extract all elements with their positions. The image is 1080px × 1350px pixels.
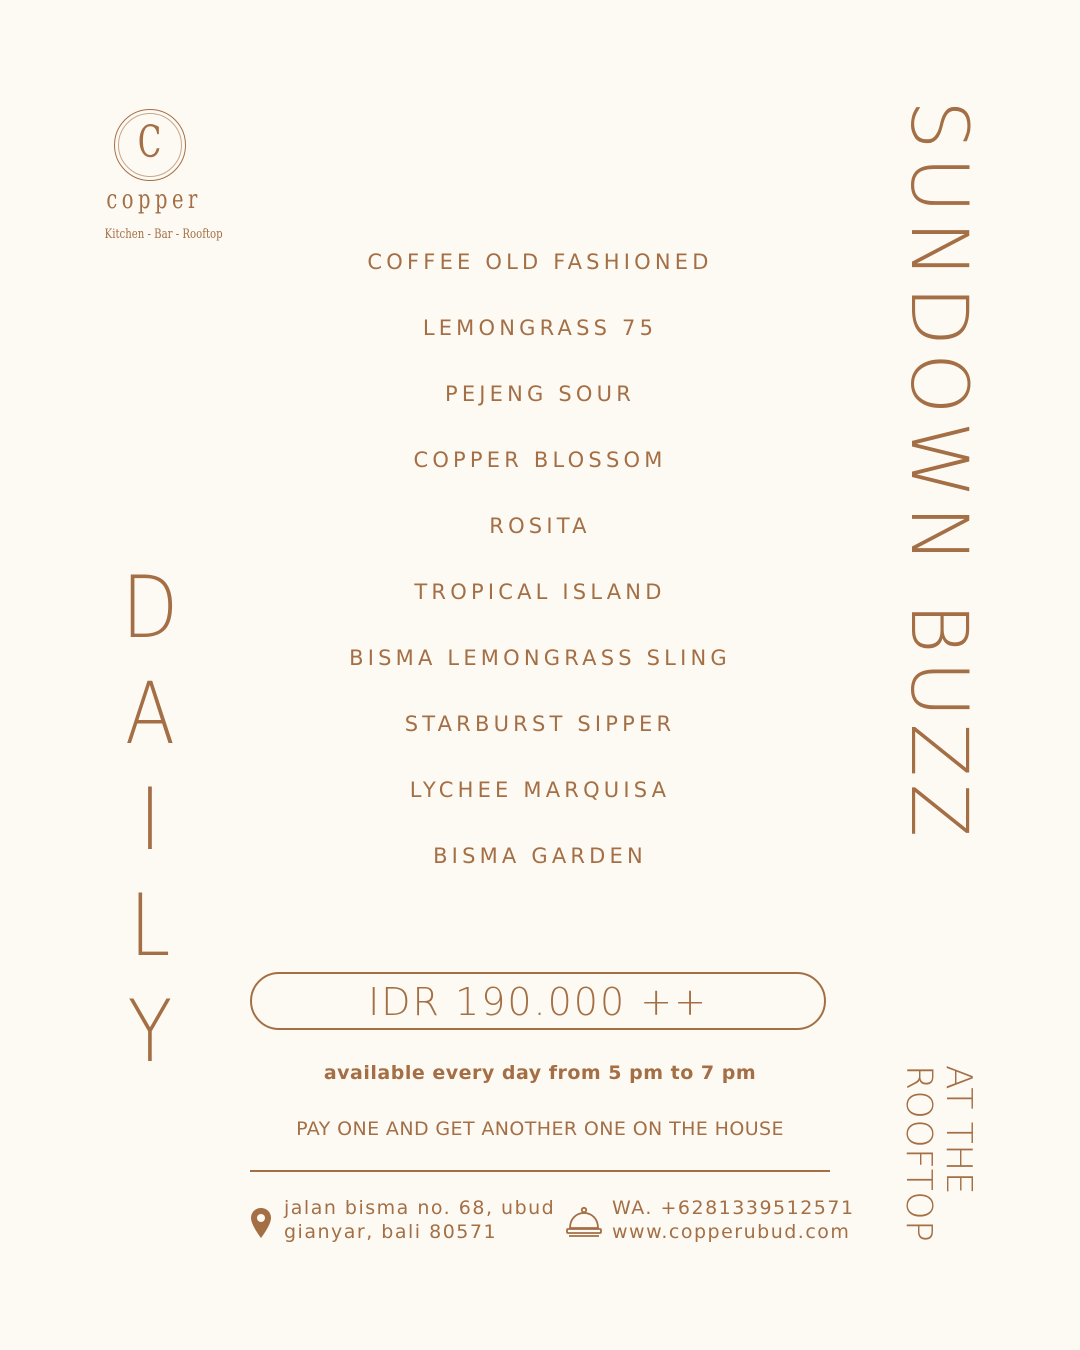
- menu-item: STARBURST SIPPER: [404, 712, 676, 736]
- menu-item: ROSITA: [489, 514, 591, 538]
- price-text: IDR 190.000 ++: [368, 980, 708, 1024]
- menu-item: BISMA LEMONGRASS SLING: [349, 646, 731, 670]
- menu-item: COFFEE OLD FASHIONED: [367, 250, 713, 274]
- menu-item: PEJENG SOUR: [444, 382, 636, 406]
- daily-letter: A: [124, 664, 176, 764]
- availability-text: available every day from 5 pm to 7 pm: [323, 1062, 757, 1084]
- daily-letter: D: [121, 558, 179, 658]
- phone-number[interactable]: WA. +6281339512571: [612, 1197, 855, 1219]
- menu-item: COPPER BLOSSOM: [413, 448, 667, 472]
- website-link[interactable]: www.copperubud.com: [612, 1221, 851, 1243]
- address-line1: jalan bisma no. 68, ubud: [284, 1197, 556, 1219]
- daily-letter: Y: [127, 982, 173, 1082]
- promo-text: PAY ONE AND GET ANOTHER ONE ON THE HOUSE: [296, 1118, 784, 1140]
- menu-item: LEMONGRASS 75: [422, 316, 658, 340]
- daily-letter: I: [139, 770, 161, 870]
- copper-logo: [92, 105, 223, 255]
- price-badge: [250, 972, 826, 1030]
- subtitle-line1: AT THE: [938, 1065, 979, 1196]
- address: [284, 1196, 555, 1244]
- daily-letter: L: [129, 876, 171, 976]
- logo-tagline: Kitchen - Bar - Rooftop: [104, 227, 223, 242]
- contact-info: [612, 1196, 855, 1244]
- title-sundown-buzz: SUNDOWN BUZZ: [893, 100, 983, 845]
- menu-item: LYCHEE MARQUISA: [409, 778, 671, 802]
- subtitle-at-the-rooftop: [898, 1065, 978, 1242]
- address-line2: gianyar, bali 80571: [284, 1221, 498, 1243]
- logo-name: copper: [106, 185, 202, 215]
- subtitle-line2: ROOFTOP: [898, 1065, 939, 1243]
- cocktail-menu: [240, 245, 840, 905]
- daily-vertical-text: [110, 555, 190, 1085]
- menu-item: TROPICAL ISLAND: [414, 580, 666, 604]
- service-bell-icon: [566, 1206, 602, 1238]
- menu-item: BISMA GARDEN: [433, 844, 647, 868]
- location-pin-icon: [250, 1207, 272, 1239]
- logo-letter: C: [137, 117, 162, 168]
- divider: [250, 1170, 830, 1172]
